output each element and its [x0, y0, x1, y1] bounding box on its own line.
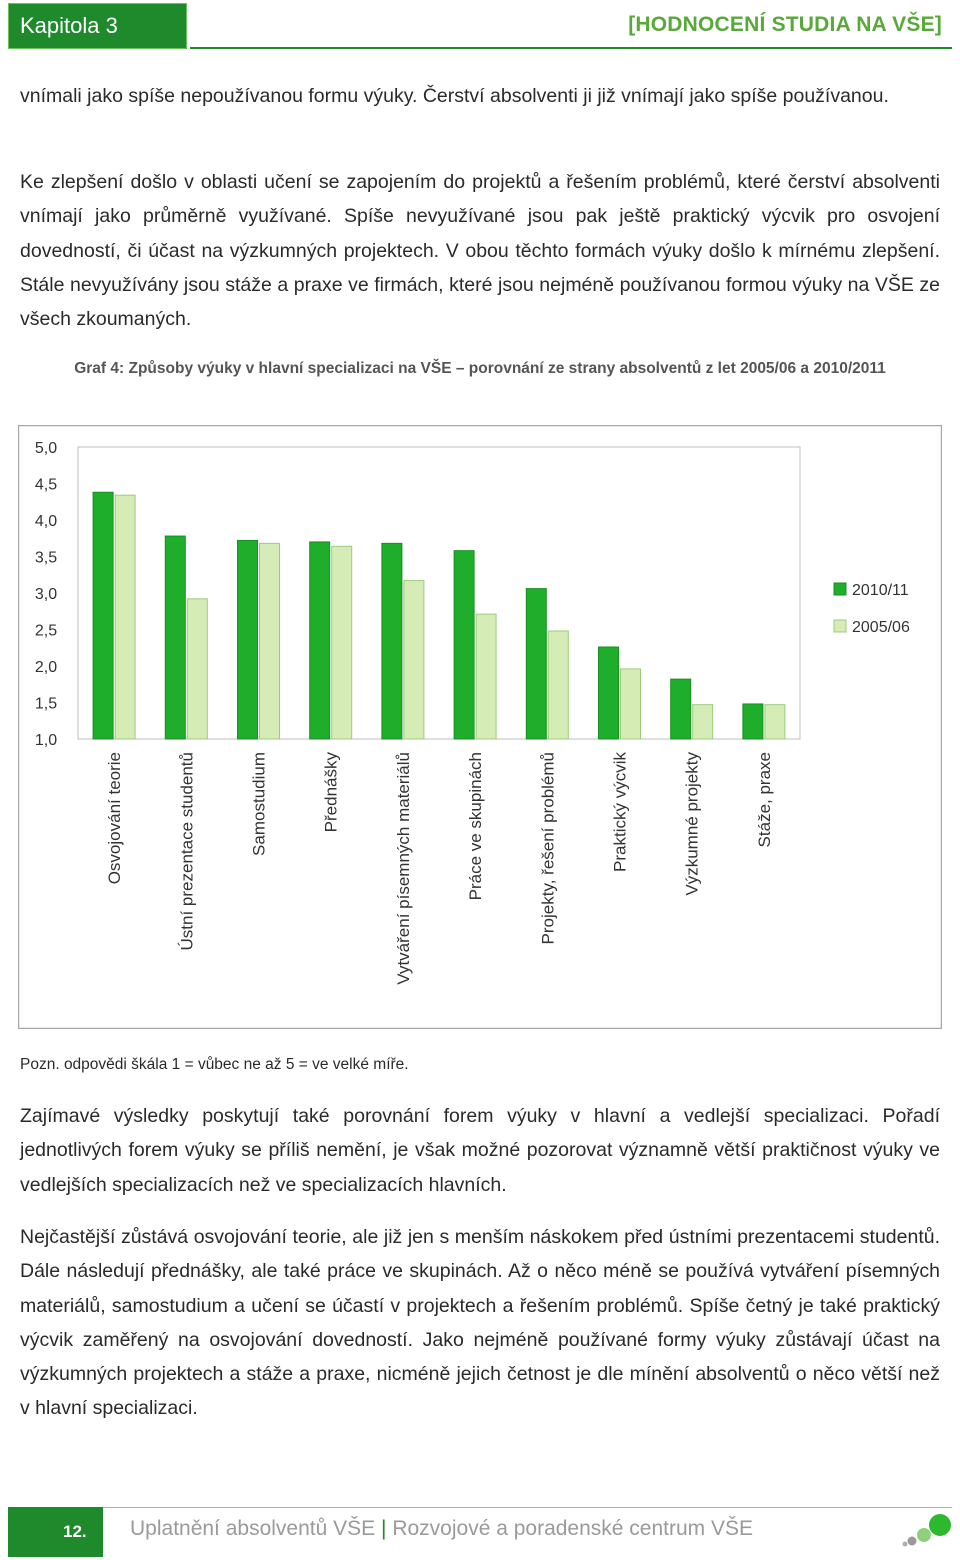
bar-2010 [599, 647, 619, 739]
chapter-label: Kapitola 3 [20, 13, 118, 38]
page-header [8, 3, 952, 49]
x-category-label: Ústní prezentace studentů [177, 752, 197, 951]
bar-2010 [238, 540, 258, 739]
bar-2010 [165, 536, 185, 739]
y-tick-label: 5,0 [34, 440, 58, 457]
bar-2010 [743, 704, 763, 739]
bar-2005 [332, 546, 352, 739]
section-title: [HODNOCENÍ STUDIA NA VŠE] [628, 13, 942, 36]
bar-2005 [260, 543, 280, 739]
y-tick-label: 1,0 [34, 732, 58, 749]
page-number: 12. [63, 1522, 87, 1541]
footer-separator: | [381, 1517, 387, 1540]
bar-chart [18, 425, 942, 1029]
y-tick-label: 3,0 [34, 586, 58, 603]
x-category-label: Osvojování teorie [105, 752, 125, 885]
bar-2005 [548, 631, 568, 739]
paragraph-2: Ke zlepšení došlo v oblasti učení se zapojením do projektů a řešením problémů, které čerství absolventi vnímají jako průměrně využívané. Spíše nevyužívané jsou pak ještě praktický výcvik pro osvojení dovedností, či účast na výzkumných projektech. V obou těchto formách výuky došlo k mírnému zlepšení. Stále nevyužívány jsou stáže a praxe ve firmách, které jsou nejméně používanou formou výuky na VŠE ze všech zkoumaných. [20, 171, 940, 331]
bar-2005 [476, 614, 496, 739]
bar-2005 [187, 599, 207, 739]
footer-text [130, 1517, 753, 1541]
chart-caption: Graf 4: Způsoby výuky v hlavní specializaci na VŠE – porovnání ze strany absolventů z let 2005/06 a 2010/2011 [74, 360, 886, 377]
x-category-label: Samostudium [249, 752, 269, 856]
header-divider [190, 47, 952, 49]
bar-2005 [115, 495, 135, 739]
page-number-badge [8, 1507, 103, 1557]
bar-2010 [454, 551, 474, 739]
y-tick-label: 1,5 [34, 695, 58, 713]
x-category-label: Vytváření písemných materiálů [393, 752, 413, 985]
x-category-label: Výzkumné projekty [682, 752, 702, 896]
y-tick-label: 4,0 [34, 513, 58, 530]
paragraph-3: Zajímavé výsledky poskytují také porovnání forem výuky v hlavní a vedlejší specializaci. Pořadí jednotlivých forem výuky se příliš nemění, je však možné pozorovat významně větší praktičnost výuky ve vedlejších specializacích než ve specializacích hlavních. [20, 1105, 940, 1196]
legend-label: 2005/06 [852, 619, 910, 636]
bar-2005 [404, 581, 424, 739]
bar-2010 [382, 543, 402, 739]
bar-2005 [621, 669, 641, 739]
bar-2005 [693, 705, 713, 739]
chapter-badge [8, 3, 187, 49]
x-category-label: Stáže, praxe [754, 752, 774, 848]
paragraph-1: vnímali jako spíše nepoužívanou formu výuky. Čerství absolventi ji již vnímají jako spíše používanou. [20, 85, 889, 107]
chart-note: Pozn. odpovědi škála 1 = vůbec ne až 5 = ve velké míře. [20, 1056, 409, 1073]
chart-container [18, 425, 942, 1029]
y-tick-label: 3,5 [34, 549, 58, 567]
page-footer [8, 1507, 952, 1557]
bar-2010 [526, 589, 546, 739]
y-tick-label: 2,5 [34, 622, 58, 640]
legend-swatch [834, 620, 846, 632]
bar-2010 [93, 492, 113, 739]
footer-divider [103, 1507, 952, 1508]
logo-icon [902, 1511, 952, 1551]
paragraph-4: Nejčastější zůstává osvojování teorie, ale již jen s menším náskokem před ústními prezentacemi studentů. Dále následují přednášky, ale také práce ve skupinách. Až o něco méně se používá vytváření písemných materiálů, samostudium a učení se účastí v projektech a řešením problémů. Spíše četný je také praktický výcvik zaměřený na osvojování dovedností. Jako nejméně používané formy výuky zůstávají účast na výzkumných projektech a stáže a praxe, nicméně jejich četnost je dle mínění absolventů o něco větší než v hlavní specializaci. [20, 1226, 940, 1420]
x-category-label: Přednášky [321, 752, 341, 833]
x-category-label: Práce ve skupinách [466, 752, 486, 901]
legend-label: 2010/11 [852, 582, 909, 599]
x-category-label: Projekty, řešení problémů [538, 752, 558, 945]
legend-swatch [834, 583, 846, 595]
bar-2005 [765, 705, 785, 739]
x-category-label: Praktický výcvik [610, 752, 630, 872]
footer-left-text: Uplatnění absolventů VŠE [130, 1517, 376, 1540]
y-tick-label: 4,5 [34, 476, 58, 494]
plot-area [78, 447, 800, 739]
bar-2010 [310, 542, 330, 739]
bar-2010 [671, 679, 691, 739]
y-tick-label: 2,0 [34, 659, 58, 676]
footer-right-text: Rozvojové a poradenské centrum VŠE [392, 1517, 754, 1540]
